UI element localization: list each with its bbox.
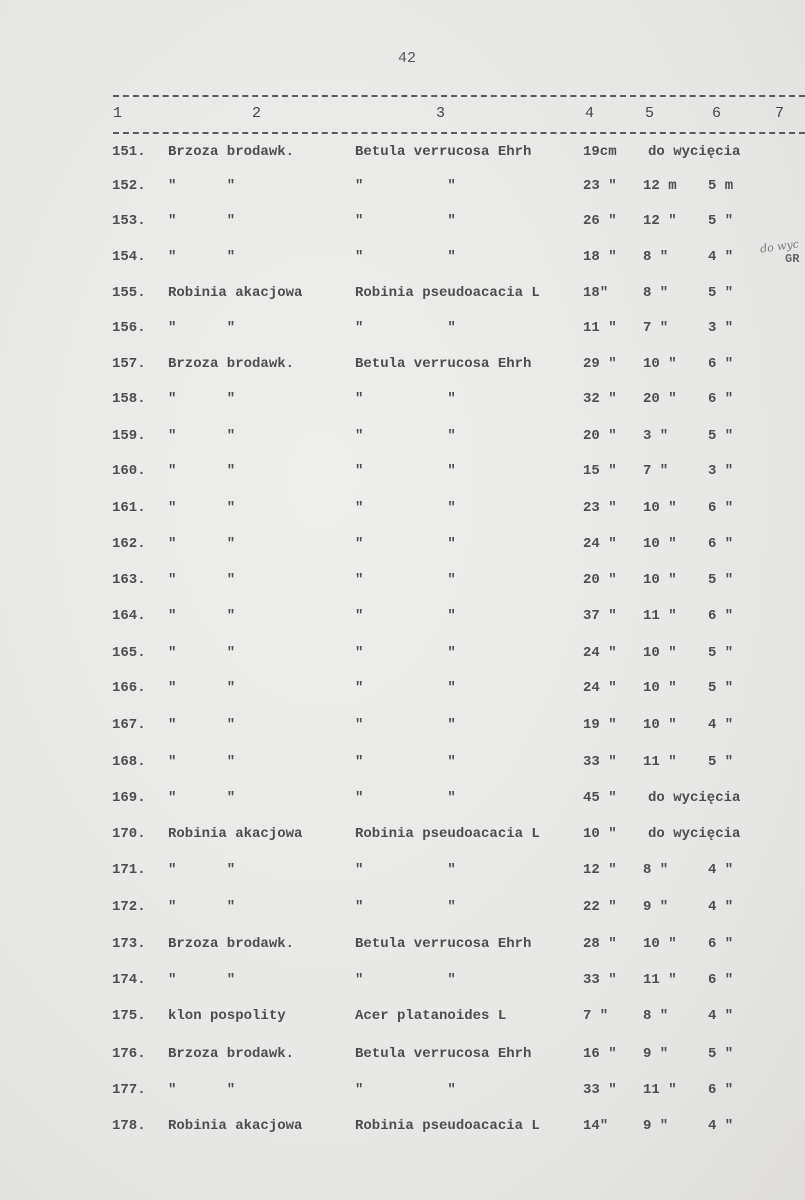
table-row [0, 645, 805, 667]
crown-width: 5 " [708, 428, 734, 444]
table-row [0, 717, 805, 739]
latin-name: " " [355, 500, 456, 516]
table-row [0, 1118, 805, 1140]
row-number: 152. [112, 178, 146, 194]
crown-width: 6 " [708, 936, 734, 952]
table-row [0, 536, 805, 558]
column-header-7: 7 [775, 105, 785, 122]
height: 10 " [643, 500, 677, 516]
polish-name: " " [168, 754, 236, 770]
height: 10 " [643, 680, 677, 696]
diameter: 28 " [583, 936, 617, 952]
diameter: 7 " [583, 1008, 609, 1024]
polish-name: " " [168, 500, 236, 516]
polish-name: " " [168, 790, 236, 806]
height: 20 " [643, 391, 677, 407]
height: 12 m [643, 178, 677, 194]
height: 7 " [643, 320, 669, 336]
diameter: 32 " [583, 391, 617, 407]
diameter: 33 " [583, 972, 617, 988]
height: 3 " [643, 428, 669, 444]
row-number: 151. [112, 144, 146, 160]
height: 8 " [643, 862, 669, 878]
latin-name: " " [355, 790, 456, 806]
row-number: 159. [112, 428, 146, 444]
height: 10 " [643, 572, 677, 588]
polish-name: " " [168, 536, 236, 552]
height: 10 " [643, 645, 677, 661]
column-header-1: 1 [113, 105, 123, 122]
diameter: 24 " [583, 536, 617, 552]
latin-name: " " [355, 213, 456, 229]
diameter: 14" [583, 1118, 609, 1134]
table-row [0, 1046, 805, 1068]
row-number: 158. [112, 391, 146, 407]
table-row [0, 500, 805, 522]
row-number: 167. [112, 717, 146, 733]
table-row [0, 144, 805, 166]
diameter: 15 " [583, 463, 617, 479]
handwritten-note: do wyc [759, 237, 800, 256]
column-header-5: 5 [645, 105, 655, 122]
diameter: 37 " [583, 608, 617, 624]
latin-name: Betula verrucosa Ehrh [355, 144, 532, 160]
height: 8 " [643, 285, 669, 301]
table-row [0, 572, 805, 594]
height: 10 " [643, 536, 677, 552]
diameter: 16 " [583, 1046, 617, 1062]
page-number: 42 [398, 50, 417, 67]
height: 10 " [643, 356, 677, 372]
column-header-6: 6 [712, 105, 722, 122]
row-number: 168. [112, 754, 146, 770]
latin-name: Robinia pseudoacacia L [355, 826, 540, 842]
remark: do wycięcia [648, 790, 741, 806]
height: 11 " [643, 608, 677, 624]
polish-name: Brzoza brodawk. [168, 144, 295, 160]
latin-name: " " [355, 645, 456, 661]
row-number: 155. [112, 285, 146, 301]
row-number: 170. [112, 826, 146, 842]
height: 11 " [643, 972, 677, 988]
row-number: 156. [112, 320, 146, 336]
latin-name: Betula verrucosa Ehrh [355, 936, 532, 952]
height: 9 " [643, 1046, 669, 1062]
crown-width: 5 " [708, 1046, 734, 1062]
polish-name: " " [168, 178, 236, 194]
height: 10 " [643, 936, 677, 952]
diameter: 23 " [583, 178, 617, 194]
diameter: 19cm [583, 144, 617, 160]
polish-name: " " [168, 1082, 236, 1098]
row-number: 163. [112, 572, 146, 588]
diameter: 18 " [583, 249, 617, 265]
polish-name: " " [168, 645, 236, 661]
latin-name: " " [355, 972, 456, 988]
table-row [0, 1082, 805, 1104]
table-row [0, 463, 805, 485]
row-number: 174. [112, 972, 146, 988]
polish-name: Brzoza brodawk. [168, 936, 295, 952]
diameter: 12 " [583, 862, 617, 878]
diameter: 10 " [583, 826, 617, 842]
latin-name: " " [355, 754, 456, 770]
row-number: 171. [112, 862, 146, 878]
row-number: 172. [112, 899, 146, 915]
polish-name: " " [168, 463, 236, 479]
diameter: 11 " [583, 320, 617, 336]
crown-width: 6 " [708, 536, 734, 552]
polish-name: " " [168, 608, 236, 624]
height: 11 " [643, 754, 677, 770]
crown-width: 5 " [708, 680, 734, 696]
crown-width: 5 m [708, 178, 734, 194]
diameter: 45 " [583, 790, 617, 806]
diameter: 24 " [583, 680, 617, 696]
polish-name: " " [168, 249, 236, 265]
diameter: 24 " [583, 645, 617, 661]
row-number: 162. [112, 536, 146, 552]
latin-name: " " [355, 572, 456, 588]
height: 9 " [643, 1118, 669, 1134]
row-number: 160. [112, 463, 146, 479]
diameter: 18" [583, 285, 609, 301]
polish-name: Robinia akacjowa [168, 1118, 303, 1134]
crown-width: 3 " [708, 463, 734, 479]
row-number: 173. [112, 936, 146, 952]
row-number: 177. [112, 1082, 146, 1098]
polish-name: " " [168, 862, 236, 878]
handwritten-mark: GR [785, 252, 800, 266]
row-number: 169. [112, 790, 146, 806]
row-number: 178. [112, 1118, 146, 1134]
row-number: 175. [112, 1008, 146, 1024]
remark: do wycięcia [648, 826, 741, 842]
latin-name: " " [355, 320, 456, 336]
crown-width: 5 " [708, 645, 734, 661]
column-header-3: 3 [436, 105, 446, 122]
polish-name: " " [168, 213, 236, 229]
table-row [0, 608, 805, 630]
polish-name: " " [168, 428, 236, 444]
height: 8 " [643, 1008, 669, 1024]
remark: do wycięcia [648, 144, 741, 160]
diameter: 20 " [583, 572, 617, 588]
latin-name: " " [355, 536, 456, 552]
crown-width: 6 " [708, 356, 734, 372]
crown-width: 4 " [708, 862, 734, 878]
row-number: 157. [112, 356, 146, 372]
polish-name: " " [168, 680, 236, 696]
table-row [0, 1008, 805, 1030]
diameter: 29 " [583, 356, 617, 372]
polish-name: " " [168, 320, 236, 336]
crown-width: 5 " [708, 285, 734, 301]
crown-width: 5 " [708, 754, 734, 770]
height: 7 " [643, 463, 669, 479]
row-number: 166. [112, 680, 146, 696]
header-rule-bottom [113, 132, 805, 134]
height: 11 " [643, 1082, 677, 1098]
table-row [0, 428, 805, 450]
polish-name: " " [168, 899, 236, 915]
table-row [0, 862, 805, 884]
latin-name: Robinia pseudoacacia L [355, 285, 540, 301]
polish-name: Robinia akacjowa [168, 285, 303, 301]
latin-name: " " [355, 428, 456, 444]
table-row [0, 936, 805, 958]
table-row [0, 285, 805, 307]
height: 10 " [643, 717, 677, 733]
diameter: 22 " [583, 899, 617, 915]
latin-name: " " [355, 1082, 456, 1098]
row-number: 154. [112, 249, 146, 265]
row-number: 176. [112, 1046, 146, 1062]
table-row [0, 320, 805, 342]
row-number: 161. [112, 500, 146, 516]
height: 8 " [643, 249, 669, 265]
column-header-4: 4 [585, 105, 595, 122]
polish-name: Robinia akacjowa [168, 826, 303, 842]
crown-width: 5 " [708, 572, 734, 588]
row-number: 164. [112, 608, 146, 624]
header-rule-top [113, 95, 805, 97]
crown-width: 6 " [708, 500, 734, 516]
table-row [0, 754, 805, 776]
diameter: 33 " [583, 1082, 617, 1098]
crown-width: 4 " [708, 249, 734, 265]
height: 9 " [643, 899, 669, 915]
column-header-2: 2 [252, 105, 262, 122]
table-row [0, 899, 805, 921]
diameter: 23 " [583, 500, 617, 516]
crown-width: 4 " [708, 1008, 734, 1024]
table-row [0, 178, 805, 200]
crown-width: 6 " [708, 972, 734, 988]
latin-name: " " [355, 463, 456, 479]
diameter: 26 " [583, 213, 617, 229]
latin-name: Acer platanoides L [355, 1008, 507, 1024]
latin-name: Robinia pseudoacacia L [355, 1118, 540, 1134]
table-row [0, 790, 805, 812]
polish-name: " " [168, 391, 236, 407]
polish-name: " " [168, 717, 236, 733]
diameter: 19 " [583, 717, 617, 733]
table-row [0, 826, 805, 848]
crown-width: 3 " [708, 320, 734, 336]
latin-name: " " [355, 680, 456, 696]
table-row [0, 972, 805, 994]
latin-name: Betula verrucosa Ehrh [355, 356, 532, 372]
table-row [0, 356, 805, 378]
polish-name: " " [168, 972, 236, 988]
diameter: 20 " [583, 428, 617, 444]
polish-name: Brzoza brodawk. [168, 1046, 295, 1062]
crown-width: 4 " [708, 717, 734, 733]
polish-name: klon pospolity [168, 1008, 286, 1024]
latin-name: " " [355, 862, 456, 878]
table-row [0, 680, 805, 702]
latin-name: Betula verrucosa Ehrh [355, 1046, 532, 1062]
table-row [0, 391, 805, 413]
latin-name: " " [355, 608, 456, 624]
row-number: 153. [112, 213, 146, 229]
latin-name: " " [355, 899, 456, 915]
polish-name: " " [168, 572, 236, 588]
latin-name: " " [355, 391, 456, 407]
crown-width: 4 " [708, 1118, 734, 1134]
diameter: 33 " [583, 754, 617, 770]
latin-name: " " [355, 717, 456, 733]
table-row [0, 213, 805, 235]
height: 12 " [643, 213, 677, 229]
crown-width: 6 " [708, 608, 734, 624]
row-number: 165. [112, 645, 146, 661]
crown-width: 4 " [708, 899, 734, 915]
table-row [0, 249, 805, 271]
latin-name: " " [355, 178, 456, 194]
crown-width: 6 " [708, 1082, 734, 1098]
crown-width: 5 " [708, 213, 734, 229]
latin-name: " " [355, 249, 456, 265]
polish-name: Brzoza brodawk. [168, 356, 295, 372]
crown-width: 6 " [708, 391, 734, 407]
